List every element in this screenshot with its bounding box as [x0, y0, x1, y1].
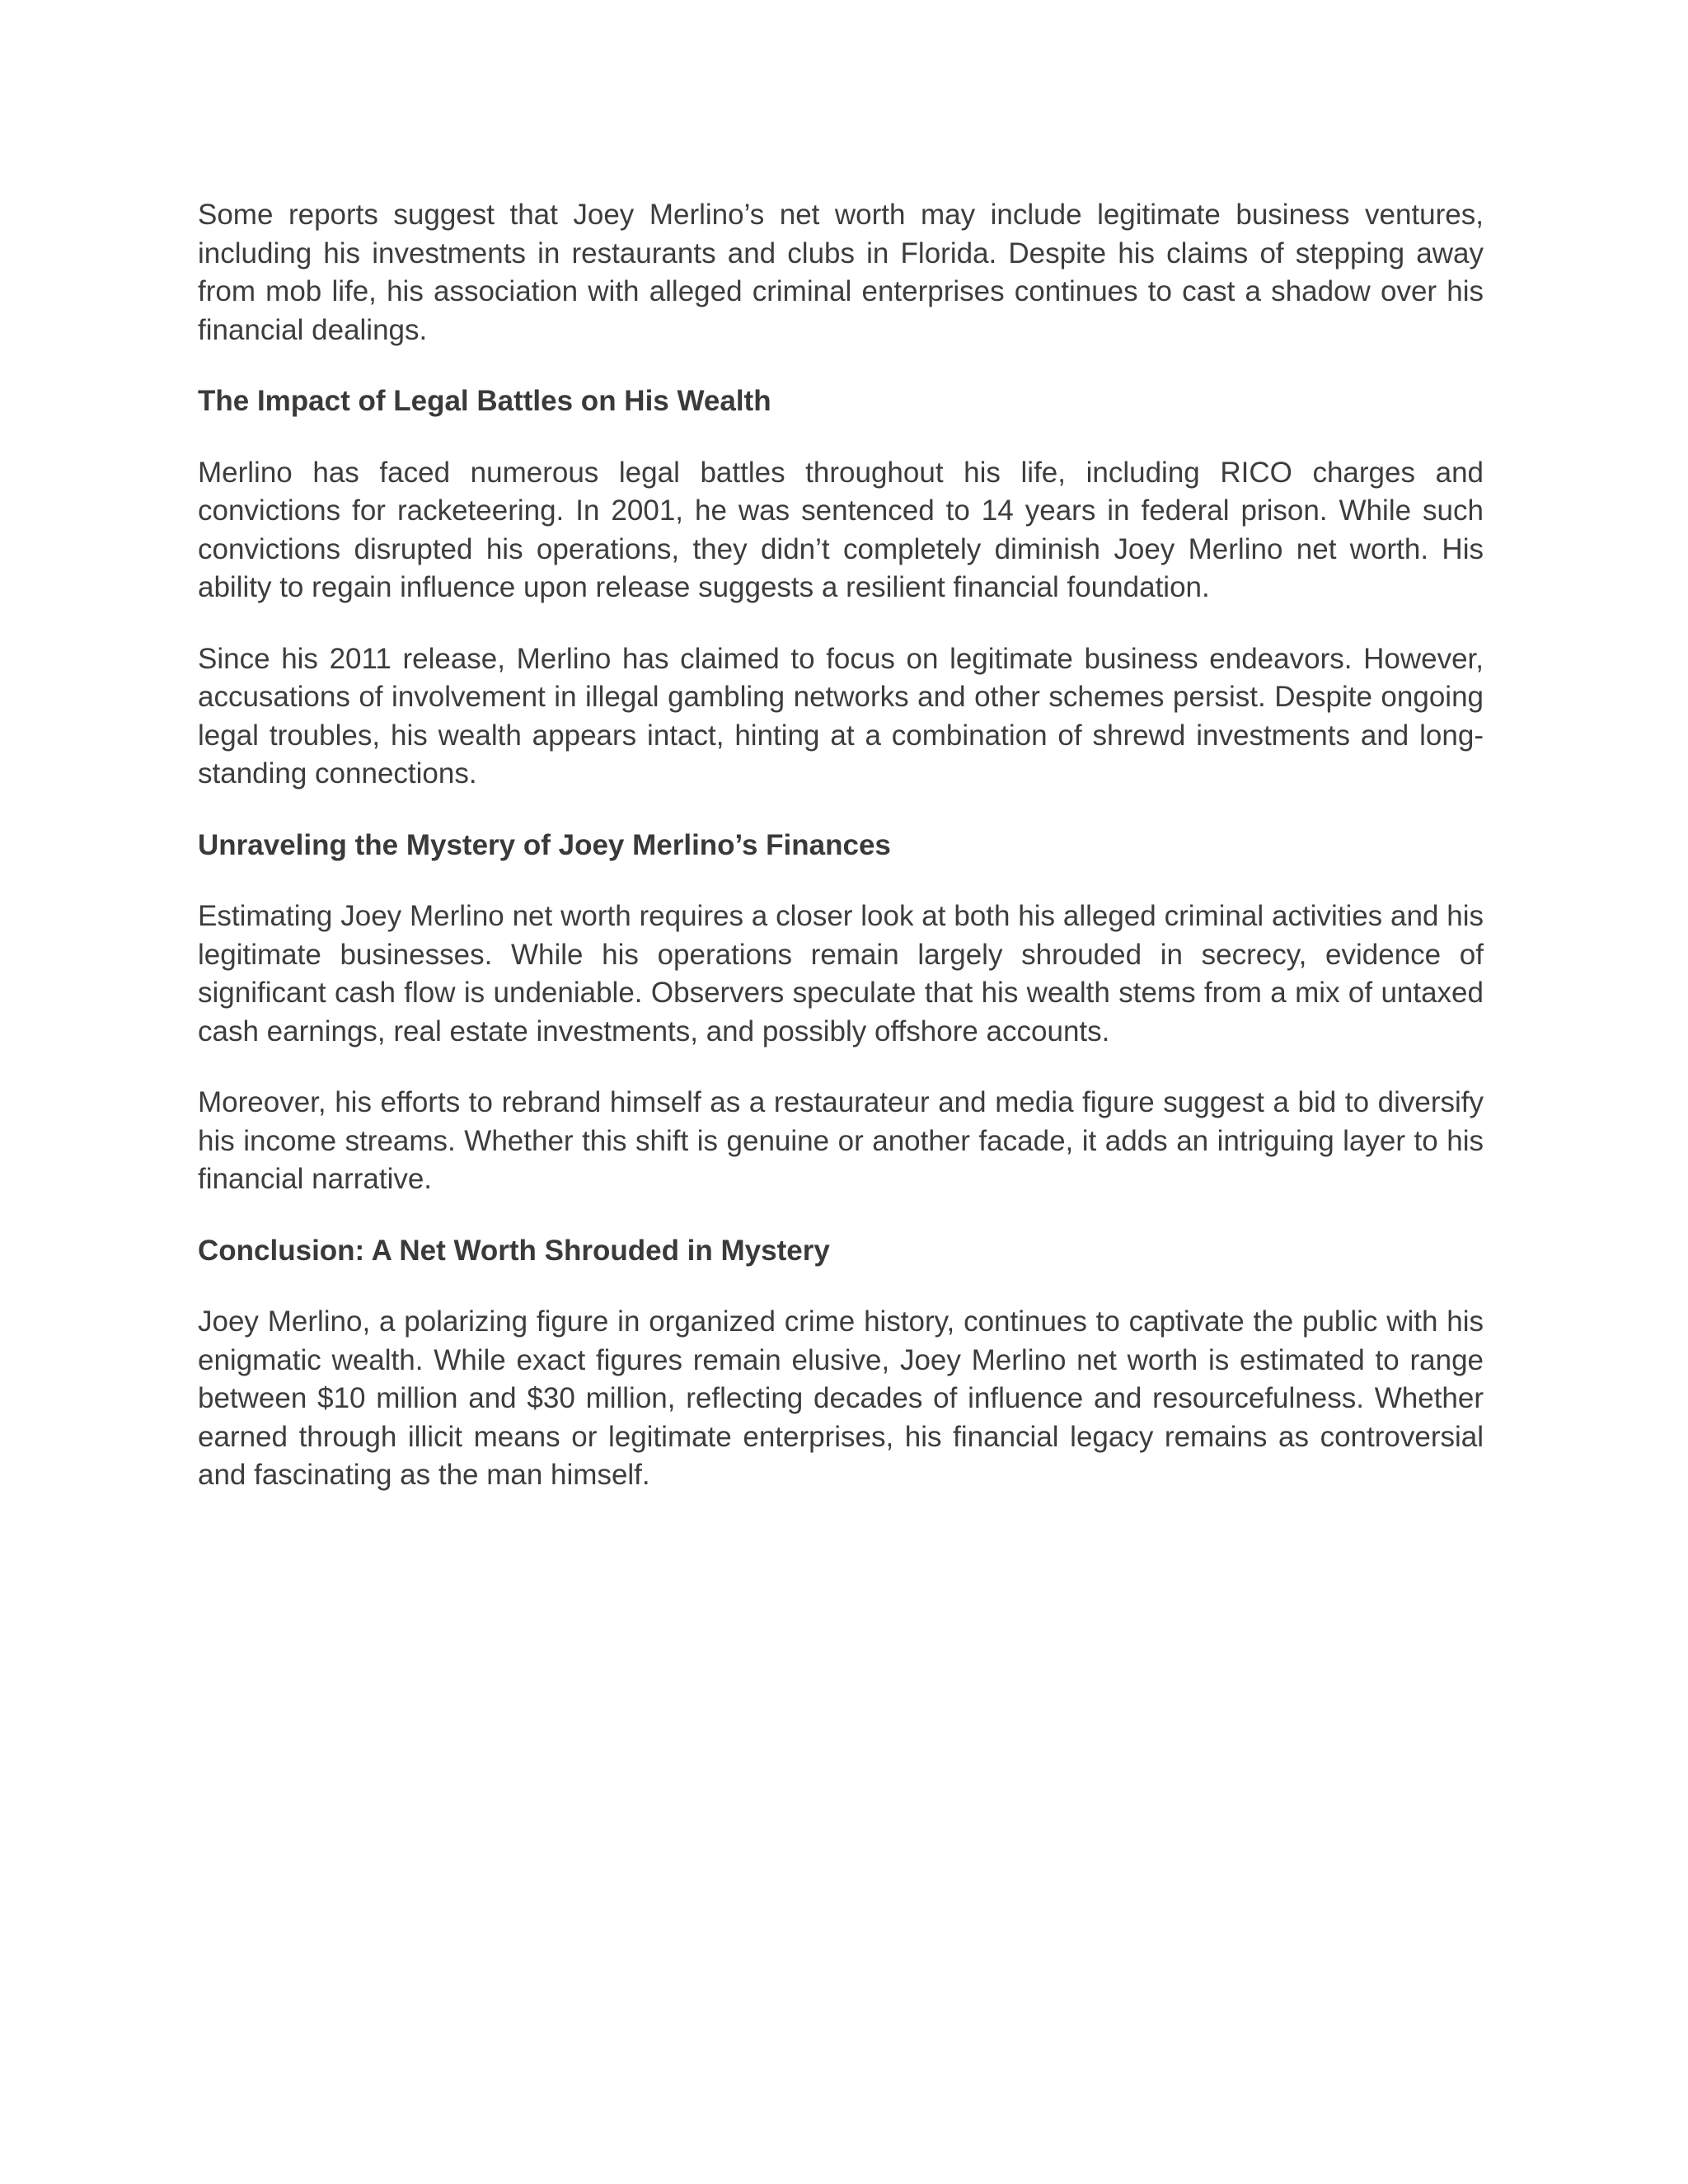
paragraph-finances-1: Estimating Joey Merlino net worth requires a closer look at both his alleged criminal activities and his legitimate businesses. While his operations remain largely shrouded in secrecy, evidence of significant cash flow is undeniable. Observers speculate that his wealth stems from a mix of untaxed cash earnings, real estate investments, and possibly offshore accounts.	[198, 900, 1484, 1047]
section-heading-legal-battles: The Impact of Legal Battles on His Wealth	[198, 385, 771, 417]
intro-paragraph: Some reports suggest that Joey Merlino’s net worth may include legitimate business ventures, including his investments in restaurants and clubs in Florida. Despite his claims of stepping away from mob life, his association with alleged criminal enterprises continues to cast a shadow over his financial dealings.	[198, 199, 1484, 346]
section-heading-finances-mystery: Unraveling the Mystery of Joey Merlino’s Finances	[198, 828, 891, 861]
paragraph-legal-battles-1: Merlino has faced numerous legal battles throughout his life, including RICO charges and convictions for racketeering. In 2001, he was sentenced to 14 years in federal prison. While such convictions disrupted his operations, they didn’t completely diminish Joey Merlino net worth. His ability to regain influence upon release suggests a resilient financial foundation.	[198, 456, 1484, 603]
section-heading-conclusion: Conclusion: A Net Worth Shrouded in Mystery	[198, 1234, 830, 1267]
paragraph-finances-2: Moreover, his efforts to rebrand himself as a restaurateur and media figure suggest a bid to diversify his income streams. Whether this shift is genuine or another facade, it adds an intriguing layer to his financial narrative.	[198, 1086, 1484, 1195]
paragraph-legal-battles-2: Since his 2011 release, Merlino has claimed to focus on legitimate business endeavors. However, accusations of involvement in illegal gambling networks and other schemes persist. Despite ongoing legal troubles, his wealth appears intact, hinting at a combination of shrewd investments and long-standing connections.	[198, 642, 1484, 790]
document-body	[198, 196, 1484, 1528]
paragraph-conclusion: Joey Merlino, a polarizing figure in organized crime history, continues to captivate the public with his enigmatic wealth. While exact figures remain elusive, Joey Merlino net worth is estimated to range between $10 million and $30 million, reflecting decades of influence and resourcefulness. Whether earned through illicit means or legitimate enterprises, his financial legacy remains as controversial and fascinating as the man himself.	[198, 1305, 1484, 1491]
